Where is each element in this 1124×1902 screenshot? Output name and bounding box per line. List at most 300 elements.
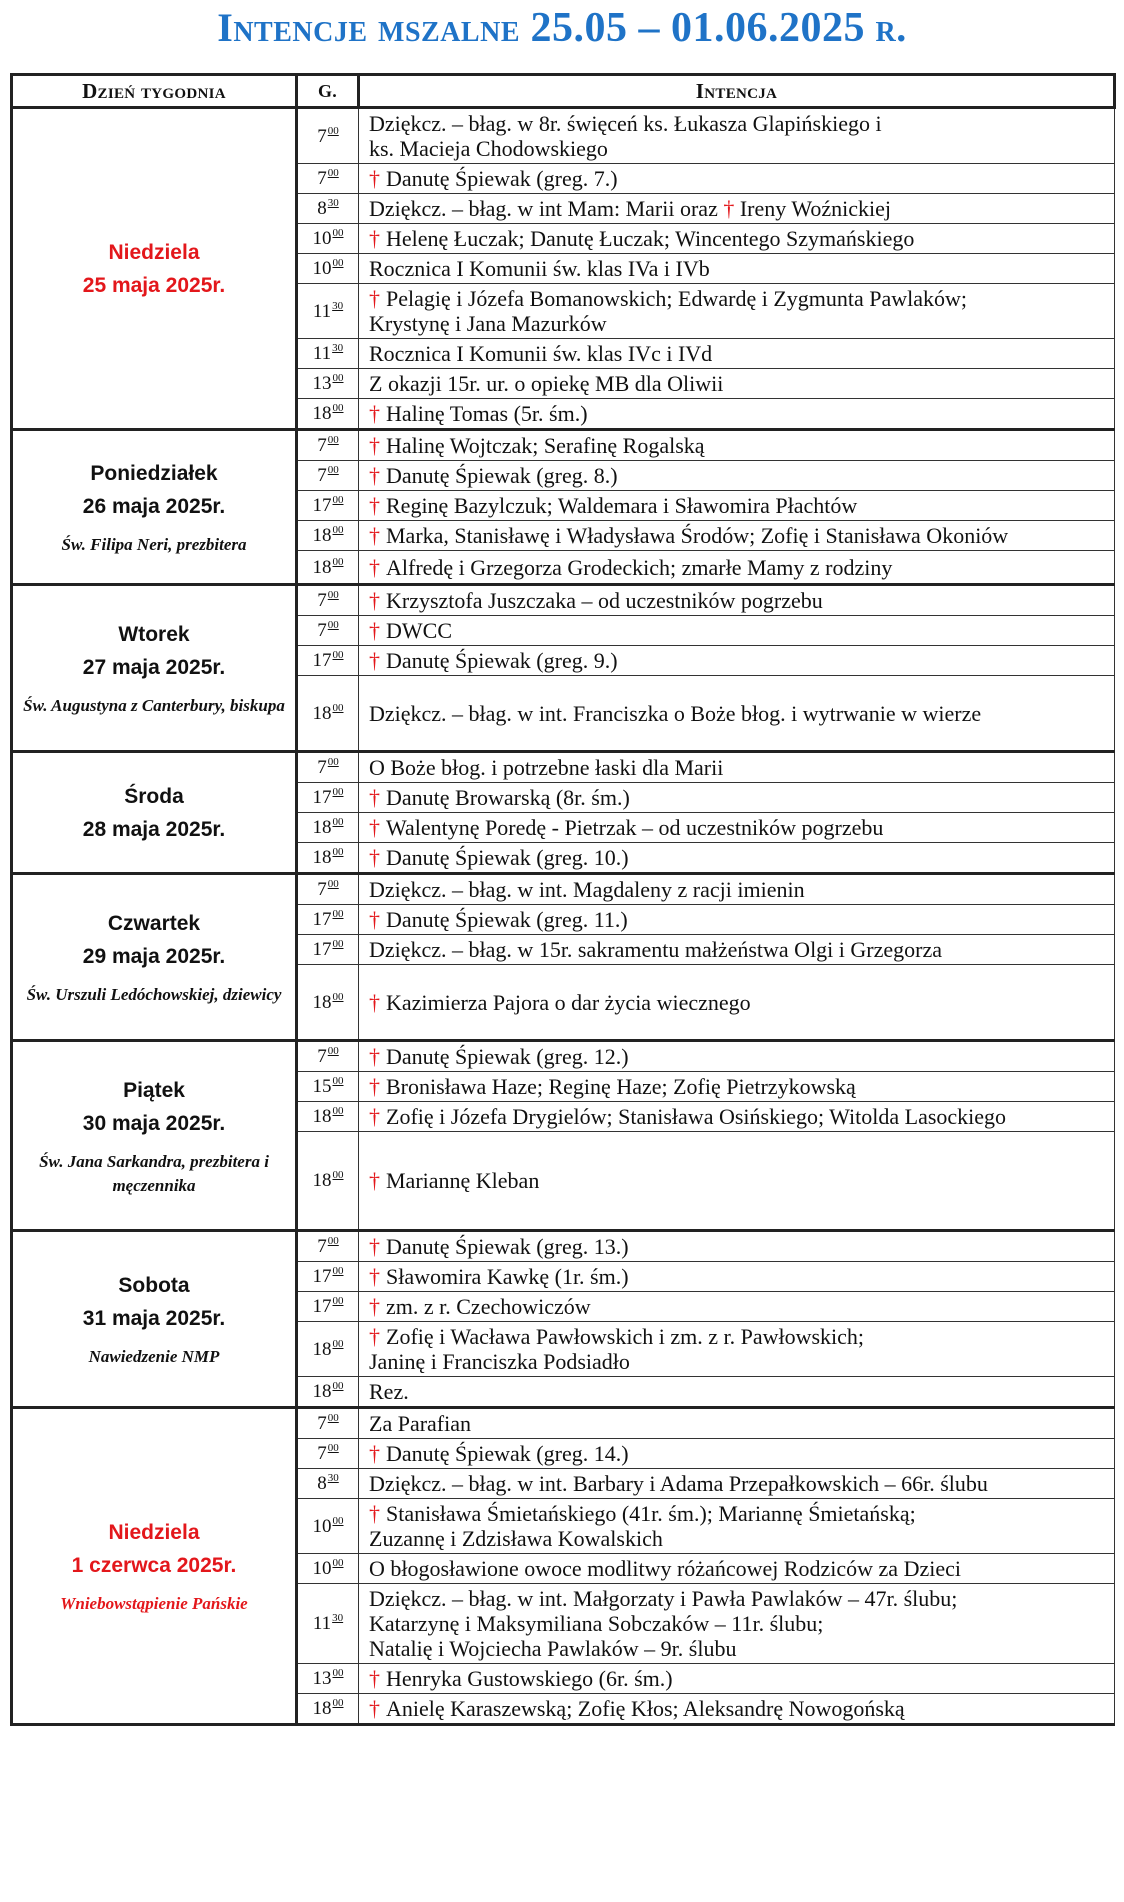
cross-icon: † [369, 1294, 380, 1319]
intention-line [369, 1349, 1104, 1374]
intention-text: Rez. [369, 1379, 409, 1404]
mass-intention [359, 1041, 1115, 1072]
cross-icon: † [369, 1264, 380, 1289]
mass-hour [297, 1664, 359, 1694]
mass-hour [297, 813, 359, 843]
cross-icon: † [369, 166, 380, 191]
intention-text: Danutę Śpiewak (greg. 14.) [386, 1441, 629, 1466]
minute-value: 00 [327, 434, 339, 446]
day-date: 1 czerwca 2025r. [71, 1554, 237, 1577]
mass-hour [297, 935, 359, 965]
mass-intention [359, 194, 1115, 224]
minute-value: 00 [332, 1295, 344, 1307]
intention-line [369, 1044, 1104, 1069]
mass-hour [297, 551, 359, 585]
hour-value: 17 [312, 787, 332, 808]
hour-value: 8 [317, 198, 327, 219]
intention-text: Dziękcz. – błag. w int. Małgorzaty i Pawła Pawlaków – 47r. ślubu; [369, 1586, 958, 1611]
intention-line [369, 463, 1104, 488]
mass-intention [359, 965, 1115, 1041]
intention-text: DWCC [386, 618, 452, 643]
day-date: 26 maja 2025r. [82, 495, 226, 518]
hour-value: 7 [317, 1443, 327, 1464]
cross-icon: † [369, 845, 380, 870]
header-intention: Intencja [359, 75, 1115, 108]
cross-icon: † [369, 1441, 380, 1466]
table-row [12, 1408, 1115, 1439]
mass-intention [359, 676, 1115, 752]
mass-hour [297, 284, 359, 339]
cross-icon: † [369, 493, 380, 518]
intention-line [369, 1294, 1104, 1319]
cross-icon: † [369, 618, 380, 643]
day-date: 30 maja 2025r. [82, 1111, 226, 1135]
intention-text: Alfredę i Grzegorza Grodeckich; zmarłe Mamy z rodziny [386, 554, 893, 580]
table-row [12, 1041, 1115, 1072]
hour-value: 18 [312, 991, 332, 1013]
title-main: Intencje mszalne [217, 5, 520, 50]
mass-hour [297, 843, 359, 874]
cross-icon: † [369, 554, 380, 580]
hour-value: 18 [312, 817, 332, 838]
hour-value: 7 [317, 168, 327, 189]
table-row [12, 108, 1115, 164]
intention-text: Danutę Śpiewak (greg. 9.) [386, 648, 618, 673]
intention-text: O błogosławione owoce modlitwy różańcowej Rodziców za Dzieci [369, 1556, 961, 1581]
intention-line [369, 755, 1104, 780]
minute-value: 00 [332, 1514, 344, 1527]
intention-line [369, 1611, 1104, 1636]
hour-value: 10 [312, 228, 332, 249]
hour-value: 10 [312, 1515, 332, 1537]
intention-text: Dziękcz. – błag. w 15r. sakramentu małżeństwa Olgi i Grzegorza [369, 937, 943, 962]
day-feast: Św. Filipa Neri, prezbitera [61, 535, 247, 554]
intention-text: Halinę Wojtczak; Serafinę Rogalską [386, 433, 705, 458]
mass-intention [359, 1499, 1115, 1554]
intention-text: Danutę Śpiewak (greg. 7.) [386, 166, 618, 191]
minute-value: 00 [332, 1380, 344, 1392]
intention-text: Bronisława Haze; Reginę Haze; Zofię Pietrzykowską [386, 1074, 856, 1099]
mass-intention [359, 843, 1115, 874]
intention-line [369, 371, 1104, 396]
hour-value: 10 [312, 258, 332, 279]
mass-hour [297, 399, 359, 430]
intention-line [369, 1526, 1104, 1551]
minute-value: 00 [332, 1697, 344, 1709]
mass-intention [359, 1439, 1115, 1469]
minute-value: 00 [332, 1265, 344, 1277]
cross-icon: † [369, 1234, 380, 1259]
hour-value: 7 [317, 1236, 327, 1257]
intention-line [369, 196, 1104, 221]
intention-text: Za Parafian [369, 1411, 471, 1436]
hour-value: 18 [312, 847, 332, 868]
mass-hour [297, 1408, 359, 1439]
intention-line [369, 311, 1104, 336]
mass-hour [297, 108, 359, 164]
day-date: 29 maja 2025r. [82, 945, 226, 968]
minute-value: 00 [327, 167, 339, 179]
minute-value: 00 [332, 494, 344, 506]
minute-value: 00 [332, 555, 344, 568]
intention-line [369, 907, 1104, 932]
mass-hour [297, 616, 359, 646]
intention-text: Danutę Śpiewak (greg. 10.) [386, 845, 629, 870]
minute-value: 00 [332, 524, 344, 536]
cross-icon: † [369, 1168, 380, 1193]
minute-value: 00 [327, 124, 339, 137]
inline-cross-icon: † [723, 196, 735, 221]
intention-text: Natalię i Wojciecha Pawlaków – 9r. ślubu [369, 1636, 737, 1661]
cross-icon: † [369, 523, 380, 548]
day-cell [12, 752, 297, 874]
mass-hour [297, 164, 359, 194]
minute-value: 00 [327, 756, 339, 768]
hour-value: 18 [312, 702, 332, 724]
intention-text: Marka, Stanisławę i Władysława Środów; Zofię i Stanisława Okoniów [386, 523, 1009, 548]
intention-text: Zuzannę i Zdzisława Kowalskich [369, 1526, 663, 1551]
cross-icon: † [369, 588, 380, 613]
mass-hour [297, 1041, 359, 1072]
mass-hour [297, 430, 359, 461]
cross-icon: † [369, 226, 380, 251]
minute-value: 00 [327, 1045, 339, 1057]
mass-intention [359, 399, 1115, 430]
intention-text: Stanisława Śmietańskiego (41r. śm.); Mariannę Śmietańską; [386, 1501, 916, 1526]
hour-value: 17 [312, 909, 332, 930]
hour-value: 11 [312, 300, 332, 322]
hour-value: 17 [312, 1296, 332, 1317]
mass-hour [297, 1554, 359, 1584]
mass-hour [297, 1584, 359, 1664]
day-name: Niedziela [108, 1521, 200, 1544]
mass-intention [359, 551, 1115, 585]
title-suffix: r. [875, 5, 907, 50]
hour-value: 17 [312, 939, 332, 960]
mass-hour [297, 783, 359, 813]
minute-value: 00 [327, 878, 339, 890]
intention-line [369, 256, 1104, 281]
mass-intention [359, 339, 1115, 369]
intention-text: Walentynę Poredę - Pietrzak – od uczestników pogrzebu [386, 815, 884, 840]
cross-icon: † [369, 989, 380, 1015]
hour-value: 7 [317, 465, 327, 486]
minute-value: 00 [327, 1442, 339, 1454]
intention-line [369, 937, 1104, 962]
header-hour: G. [297, 75, 359, 108]
minute-value: 00 [332, 1337, 344, 1350]
mass-intention [359, 1132, 1115, 1231]
minute-value: 30 [332, 299, 344, 312]
mass-intention [359, 783, 1115, 813]
hour-value: 7 [317, 125, 327, 147]
minute-value: 30 [327, 197, 339, 209]
day-name: Środa [124, 784, 184, 808]
intention-line [369, 1264, 1104, 1289]
day-cell [12, 430, 297, 585]
minute-value: 00 [332, 816, 344, 828]
hour-value: 7 [317, 590, 327, 611]
header-day: Dzień tygodnia [12, 75, 297, 108]
cross-icon: † [369, 1074, 380, 1099]
hour-value: 18 [312, 1338, 332, 1360]
minute-value: 00 [332, 1169, 344, 1181]
intention-text: Dziękcz. – błag. w int. Barbary i Adama Przepałkowskich – 66r. ślubu [369, 1471, 988, 1496]
mass-hour [297, 676, 359, 752]
mass-intention [359, 108, 1115, 164]
intention-text: Anielę Karaszewską; Zofię Kłos; Aleksandrę Nowogońską [386, 1696, 905, 1721]
intention-line [369, 555, 1104, 580]
hour-value: 11 [312, 343, 332, 364]
minute-value: 30 [332, 342, 344, 354]
mass-intention [359, 1664, 1115, 1694]
intention-text: Halinę Tomas (5r. śm.) [386, 401, 588, 426]
day-cell [12, 585, 297, 752]
day-cell [12, 1408, 297, 1725]
hour-value: 7 [317, 879, 327, 900]
mass-hour [297, 369, 359, 399]
mass-hour [297, 646, 359, 676]
intention-text: Danutę Śpiewak (greg. 12.) [386, 1044, 629, 1069]
intention-line [369, 618, 1104, 643]
day-name: Poniedziałek [90, 462, 218, 485]
minute-value: 00 [327, 619, 339, 631]
intention-line [369, 1666, 1104, 1691]
mass-intention [359, 1584, 1115, 1664]
hour-value: 17 [312, 650, 332, 671]
mass-intention [359, 491, 1115, 521]
mass-hour [297, 461, 359, 491]
day-feast: Wniebowstąpienie Pańskie [60, 1594, 248, 1613]
day-name: Czwartek [107, 912, 201, 935]
hour-value: 18 [312, 1698, 332, 1719]
intention-line [369, 286, 1104, 311]
mass-intention [359, 1262, 1115, 1292]
intention-line [369, 1441, 1104, 1466]
cross-icon: † [369, 1666, 380, 1691]
intention-text: Z okazji 15r. ur. o opiekę MB dla Oliwii [369, 371, 724, 396]
mass-intention [359, 1322, 1115, 1377]
hour-value: 7 [317, 757, 327, 778]
hour-value: 7 [317, 1413, 327, 1434]
intention-text: Danutę Śpiewak (greg. 8.) [386, 463, 618, 488]
intention-text: Dziękcz. – błag. w 8r. święceń ks. Łukasza Glapińskiego i [369, 111, 882, 136]
cross-icon: † [369, 463, 380, 488]
cross-icon: † [369, 1104, 380, 1129]
title-dates: 25.05 – 01.06.2025 [530, 5, 865, 51]
day-cell [12, 108, 297, 430]
mass-intention [359, 461, 1115, 491]
mass-intention [359, 1408, 1115, 1439]
minute-value: 00 [332, 1667, 344, 1679]
table-header-row [12, 75, 1115, 108]
intention-line [369, 815, 1104, 840]
hour-value: 17 [312, 495, 332, 516]
minute-value: 00 [332, 257, 344, 269]
mass-intention [359, 752, 1115, 783]
intention-line [369, 1501, 1104, 1526]
minute-value: 00 [332, 649, 344, 661]
intention-line [369, 523, 1104, 548]
mass-intention [359, 813, 1115, 843]
minute-value: 00 [327, 1412, 339, 1424]
day-date: 31 maja 2025r. [82, 1307, 226, 1330]
mass-intention [359, 616, 1115, 646]
day-date: 25 maja 2025r. [82, 273, 226, 297]
day-cell [12, 1041, 297, 1231]
day-date: 27 maja 2025r. [82, 656, 226, 679]
minute-value: 00 [332, 372, 344, 384]
intention-line [369, 401, 1104, 426]
intention-line [369, 785, 1104, 810]
table-row [12, 752, 1115, 783]
hour-value: 18 [312, 1170, 332, 1191]
table-row [12, 1231, 1115, 1262]
intention-line [369, 1074, 1104, 1099]
intention-line [369, 1411, 1104, 1436]
intention-text: Pelagię i Józefa Bomanowskich; Edwardę i Zygmunta Pawlaków; [386, 286, 968, 311]
mass-intention [359, 1694, 1115, 1725]
cross-icon: † [369, 286, 380, 311]
intention-text: Sławomira Kawkę (1r. śm.) [386, 1264, 629, 1289]
intention-text: Dziękcz. – błag. w int. Magdaleny z racji imienin [369, 877, 805, 902]
minute-value: 00 [327, 464, 339, 476]
mass-intentions-table [10, 73, 1116, 1726]
intention-line [369, 990, 1104, 1015]
intention-line [369, 166, 1104, 191]
mass-intention [359, 430, 1115, 461]
mass-intention [359, 1292, 1115, 1322]
minute-value: 00 [327, 1235, 339, 1247]
mass-hour [297, 1499, 359, 1554]
minute-value: 00 [332, 227, 344, 239]
hour-value: 18 [312, 1381, 332, 1402]
mass-hour [297, 1262, 359, 1292]
intention-line [369, 1379, 1104, 1404]
table-row [12, 430, 1115, 461]
mass-intention [359, 369, 1115, 399]
mass-hour [297, 965, 359, 1041]
mass-hour [297, 194, 359, 224]
table-row [12, 874, 1115, 905]
day-cell [12, 874, 297, 1041]
intention-line [369, 648, 1104, 673]
intention-line [369, 1586, 1104, 1611]
day-feast: Św. Jana Sarkandra, prezbitera i męczennika [39, 1151, 269, 1195]
mass-intention [359, 646, 1115, 676]
intention-line [369, 588, 1104, 613]
hour-value: 11 [312, 1613, 332, 1634]
intention-text: Krystynę i Jana Mazurków [369, 311, 607, 336]
mass-intention [359, 935, 1115, 965]
intention-text: Krzysztofa Juszczaka – od uczestników pogrzebu [386, 588, 823, 613]
intention-line [369, 1696, 1104, 1721]
mass-intention [359, 284, 1115, 339]
mass-intention [359, 905, 1115, 935]
mass-intention [359, 224, 1115, 254]
mass-intention [359, 1072, 1115, 1102]
mass-hour [297, 491, 359, 521]
intention-line [369, 1234, 1104, 1259]
hour-value: 8 [317, 1473, 327, 1494]
day-feast: Nawiedzenie NMP [88, 1347, 220, 1366]
minute-value: 00 [332, 990, 344, 1003]
intention-line [369, 1471, 1104, 1496]
hour-value: 18 [312, 556, 332, 578]
intention-line [369, 877, 1104, 902]
cross-icon: † [369, 785, 380, 810]
page-title [0, 4, 1124, 52]
intention-text: Rocznica I Komunii św. klas IVc i IVd [369, 341, 713, 366]
intention-text: Danutę Śpiewak (greg. 11.) [386, 907, 628, 932]
hour-value: 13 [312, 1668, 332, 1689]
mass-hour [297, 1439, 359, 1469]
mass-hour [297, 224, 359, 254]
cross-icon: † [369, 1044, 380, 1069]
mass-hour [297, 1694, 359, 1725]
intention-line [369, 1556, 1104, 1581]
intention-line [369, 701, 1104, 726]
mass-hour [297, 874, 359, 905]
intention-text: Janinę i Franciszka Podsiadło [369, 1349, 630, 1374]
cross-icon: † [369, 1324, 380, 1349]
minute-value: 00 [332, 786, 344, 798]
intention-text: Kazimierza Pajora o dar życia wiecznego [386, 989, 751, 1015]
hour-value: 13 [312, 373, 332, 394]
minute-value: 00 [332, 1075, 344, 1087]
hour-value: 10 [312, 1558, 332, 1579]
mass-hour [297, 1072, 359, 1102]
hour-value: 18 [312, 403, 332, 424]
mass-hour [297, 1377, 359, 1408]
intention-text: Danutę Śpiewak (greg. 13.) [386, 1234, 629, 1259]
table-body [12, 108, 1115, 1725]
mass-intention [359, 1554, 1115, 1584]
cross-icon: † [369, 401, 380, 426]
intention-text: Dziękcz. – błag. w int Mam: Marii oraz † Ireny Woźnickiej [369, 196, 891, 221]
intention-line [369, 1168, 1104, 1193]
mass-hour [297, 521, 359, 551]
mass-intention [359, 1102, 1115, 1132]
mass-hour [297, 585, 359, 616]
minute-value: 30 [327, 1472, 339, 1484]
day-cell [12, 1231, 297, 1408]
day-feast: Św. Urszuli Ledóchowskiej, dziewicy [26, 985, 282, 1004]
mass-hour [297, 1132, 359, 1231]
hour-value: 7 [317, 1046, 327, 1067]
mass-hour [297, 1322, 359, 1377]
minute-value: 00 [332, 846, 344, 858]
intention-line [369, 226, 1104, 251]
mass-hour [297, 339, 359, 369]
mass-hour [297, 905, 359, 935]
minute-value: 00 [332, 1557, 344, 1569]
intention-line [369, 1636, 1104, 1661]
mass-hour [297, 1231, 359, 1262]
minute-value: 00 [332, 908, 344, 920]
day-name: Sobota [118, 1274, 190, 1297]
intention-text: Danutę Browarską (8r. śm.) [386, 785, 630, 810]
minute-value: 00 [327, 589, 339, 601]
hour-value: 15 [312, 1076, 332, 1097]
intention-text: Reginę Bazylczuk; Waldemara i Sławomira Płachtów [386, 493, 858, 518]
mass-intention [359, 164, 1115, 194]
cross-icon: † [369, 907, 380, 932]
intention-text: Helenę Łuczak; Danutę Łuczak; Wincentego Szymańskiego [386, 226, 915, 251]
day-name: Niedziela [108, 240, 200, 264]
mass-intention [359, 874, 1115, 905]
minute-value: 00 [332, 701, 344, 714]
